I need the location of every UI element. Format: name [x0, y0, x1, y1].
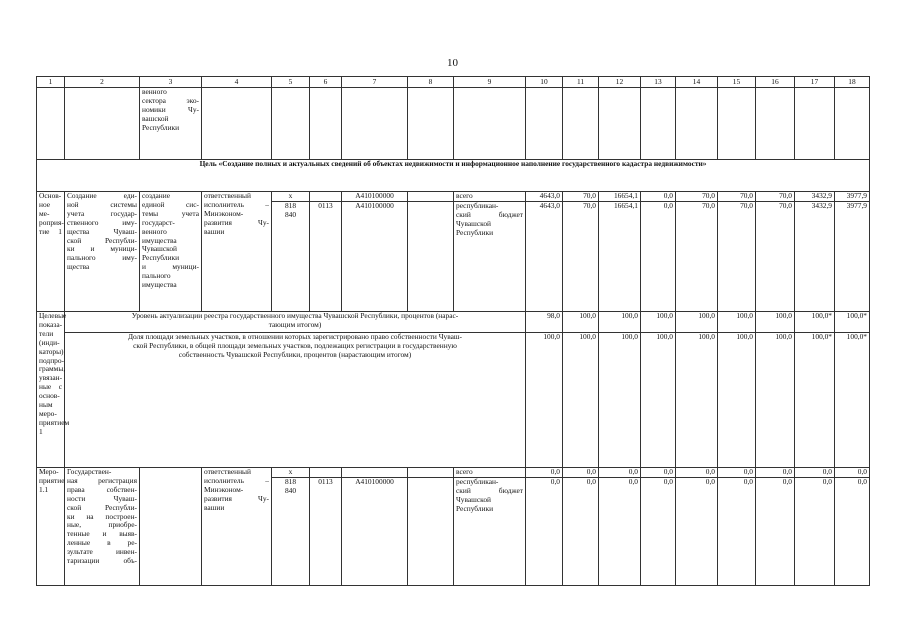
indicator-value: 100,0*: [835, 312, 870, 333]
main-event-grbs-x: х: [272, 192, 310, 202]
indicator-value: 100,0: [563, 312, 599, 333]
text-line: создание: [142, 191, 170, 200]
text-line: ский бюджет: [456, 485, 523, 495]
text-line: меро-: [39, 408, 57, 418]
column-number-2: 2: [65, 77, 140, 88]
text-line: венного: [142, 87, 167, 96]
text-line: увязан-: [39, 373, 63, 383]
text-line: республикан-: [456, 201, 499, 210]
event-1-1-source-total: всего: [454, 468, 526, 478]
main-event-csr-2: А410100000: [342, 202, 408, 312]
value-cell: 0,0: [526, 478, 563, 586]
text-line: ответственный: [204, 467, 251, 476]
column-number-17: 17: [795, 77, 835, 88]
value-cell: 70,0: [563, 192, 599, 202]
text-line: Минэконом-: [204, 208, 244, 218]
text-line: исполнитель –: [204, 475, 269, 485]
column-number-13: 13: [641, 77, 676, 88]
value-cell: 0,0: [641, 202, 676, 312]
indicator-value: 100,0: [756, 312, 795, 333]
indicator-value: 100,0: [599, 333, 641, 468]
value-cell: 70,0: [718, 202, 756, 312]
column-number-11: 11: [563, 77, 599, 88]
value-cell: 4643,0: [526, 202, 563, 312]
text-line: Республики: [142, 122, 180, 132]
event-1-1-grbs-x: х: [272, 468, 310, 478]
indicator-1-text: [65, 312, 526, 333]
text-line: ской Республи-: [67, 502, 137, 512]
text-line: имущества: [142, 235, 177, 245]
column-number-1: 1: [37, 77, 65, 88]
text-line: ской Республики, в общей площади земельных участков, подлежащих регистрации в государственную: [133, 340, 457, 350]
text-line: собственность Чувашской Республики, процентов (нарастающим итогом): [178, 349, 412, 359]
value-cell: 0,0: [795, 468, 835, 478]
column-number-10: 10: [526, 77, 563, 88]
main-event-source-total: всего: [454, 192, 526, 202]
value-cell: 16654,1: [599, 202, 641, 312]
text-line: тели: [39, 328, 54, 338]
text-line: Минэконом-: [204, 484, 244, 494]
event-1-1-rz-code: 0113: [310, 478, 342, 586]
value-cell: 4643,0: [526, 192, 563, 202]
text-line: основ-: [39, 391, 60, 401]
text-line: ответственный: [204, 191, 251, 200]
text-line: Создание еди-: [67, 191, 137, 200]
text-line: Уровень актуализации реестра государственного имущества Чувашской Республики, процентов (нарас-: [131, 311, 459, 320]
value-cell: 0,0: [676, 468, 718, 478]
value-cell: 0,0: [835, 478, 870, 586]
value-cell: 3977,9: [835, 192, 870, 202]
indicator-value: 100,0*: [835, 333, 870, 468]
goal-row: [37, 160, 870, 192]
page-number: 10: [447, 57, 458, 69]
text-line: Доля площади земельных участков, в отношении которых зарегистрировано право собственности Чуваш-: [127, 332, 463, 341]
value-cell: 3977,9: [835, 202, 870, 312]
main-event-executor: [202, 192, 272, 312]
text-line: щества Чуваш-: [67, 226, 137, 236]
text-line: тенные и выяв-: [67, 529, 137, 539]
event-1-1-source-republic: [454, 478, 526, 586]
continuation-col3: [140, 88, 202, 160]
text-line: ная регистрация: [67, 475, 137, 485]
indicator-value: 100,0: [718, 312, 756, 333]
text-line: и муници-: [142, 262, 199, 272]
value-cell: 0,0: [756, 478, 795, 586]
text-line: сектора эко-: [142, 95, 199, 105]
indicator-value: 100,0: [641, 333, 676, 468]
text-line: Меро-: [39, 467, 59, 476]
indicator-value: 100,0: [599, 312, 641, 333]
text-line: венного: [142, 226, 167, 236]
text-line: Республики: [142, 253, 180, 263]
column-number-5: 5: [272, 77, 310, 88]
column-number-12: 12: [599, 77, 641, 88]
value-cell: 0,0: [795, 478, 835, 586]
text-line: имущества: [142, 280, 177, 290]
text-line: приятием 1: [39, 417, 70, 436]
text-line: республикан-: [456, 477, 499, 486]
value-cell: 0,0: [641, 192, 676, 202]
indicator-value: 100,0: [756, 333, 795, 468]
main-event-task: [140, 192, 202, 312]
text-line: исполнитель –: [204, 199, 269, 209]
indicator-value: 100,0: [718, 333, 756, 468]
event-1-1-executor: [202, 468, 272, 586]
value-cell: 0,0: [718, 468, 756, 478]
value-cell: 70,0: [756, 192, 795, 202]
main-event-rz: [310, 192, 342, 202]
value-cell: 0,0: [718, 478, 756, 586]
continuation-row: [37, 88, 870, 160]
column-number-15: 15: [718, 77, 756, 88]
main-event-grbs: 818 840: [272, 202, 310, 312]
text-line: ки и муници-: [67, 244, 137, 254]
text-line: учета государ-: [67, 208, 137, 218]
column-number-3: 3: [140, 77, 202, 88]
column-number-6: 6: [310, 77, 342, 88]
value-cell: 70,0: [676, 192, 718, 202]
value-cell: 0,0: [756, 468, 795, 478]
text-line: Государствен-: [67, 467, 112, 476]
indicators-label: [37, 311, 70, 468]
text-line: (инди-: [39, 337, 60, 347]
text-line: развития Чу-: [204, 217, 269, 227]
goal-text: Цель «Создание полных и актуальных сведений об объектах недвижимости и информационное наполнение государственного кадастра недвижимости»: [37, 160, 870, 192]
value-cell: 0,0: [526, 468, 563, 478]
column-number-8: 8: [408, 77, 454, 88]
text-line: ственного иму-: [67, 217, 137, 227]
text-line: ки на построен-: [67, 511, 137, 521]
text-line: вашской: [142, 113, 169, 123]
indicator-value: 100,0*: [795, 312, 835, 333]
text-line: таризации объ-: [67, 556, 137, 566]
text-line: права собствен-: [67, 484, 137, 494]
main-event-name: [65, 192, 140, 312]
text-line: пального: [142, 271, 171, 281]
text-line: темы учета: [142, 208, 199, 218]
value-cell: 0,0: [599, 468, 641, 478]
column-number-4: 4: [202, 77, 272, 88]
text-line: развития Чу-: [204, 493, 269, 503]
event-1-1-csr: А410100000: [342, 478, 408, 586]
text-line: граммы,: [39, 364, 66, 374]
text-line: подпро-: [39, 355, 65, 365]
indicator-2-text: [65, 333, 526, 468]
text-line: щества: [67, 262, 90, 272]
value-cell: 0,0: [835, 468, 870, 478]
text-line: показа-: [39, 319, 63, 329]
text-line: тие 1: [39, 226, 62, 236]
value-cell: 0,0: [563, 468, 599, 478]
text-line: роприя-: [39, 217, 64, 227]
value-cell: 70,0: [718, 192, 756, 202]
text-line: ной системы: [67, 199, 137, 209]
text-line: Целевые: [39, 311, 67, 320]
text-line: зультате инвен-: [67, 547, 137, 557]
main-event-rz-code: 0113: [310, 202, 342, 312]
value-cell: 70,0: [676, 202, 718, 312]
main-event-label: [37, 192, 65, 312]
text-line: Чувашской: [456, 218, 492, 228]
text-line: вашии: [204, 226, 225, 236]
text-line: каторы): [39, 346, 64, 356]
column-number-16: 16: [756, 77, 795, 88]
value-cell: 0,0: [641, 478, 676, 586]
value-cell: 0,0: [599, 478, 641, 586]
indicator-value: 100,0: [676, 333, 718, 468]
text-line: ные с: [39, 382, 62, 392]
indicator-row-2: [37, 333, 870, 468]
event-1-1-total-row: [37, 468, 870, 478]
text-line: единой сис-: [142, 199, 199, 209]
main-event-source-republic: [454, 202, 526, 312]
indicator-value: 100,0: [526, 333, 563, 468]
column-number-row: [37, 77, 870, 88]
indicator-value: 100,0: [563, 333, 599, 468]
main-event-csr-1: А410100000: [342, 192, 408, 202]
text-line: пального иму-: [67, 253, 137, 263]
text-line: ным: [39, 400, 53, 410]
text-line: Республики: [456, 503, 494, 513]
value-cell: 70,0: [756, 202, 795, 312]
indicator-row-1: [37, 312, 870, 333]
program-table: [36, 76, 870, 586]
text-line: Республики: [456, 227, 494, 237]
text-line: государст-: [142, 217, 175, 227]
value-cell: 0,0: [676, 478, 718, 586]
text-line: ленные в ре-: [67, 538, 137, 548]
event-1-1-label: [37, 468, 65, 586]
indicator-value: 100,0: [676, 312, 718, 333]
value-cell: 0,0: [563, 478, 599, 586]
event-1-1-name: [65, 468, 140, 586]
text-line: номики Чу-: [142, 104, 199, 114]
value-cell: 3432,9: [795, 192, 835, 202]
text-line: ской Республи-: [67, 235, 137, 245]
value-cell: 70,0: [563, 202, 599, 312]
column-number-7: 7: [342, 77, 408, 88]
text-line: ное ме-: [39, 199, 51, 218]
indicator-value: 100,0: [641, 312, 676, 333]
text-line: Чувашской: [142, 244, 178, 254]
value-cell: 3432,9: [795, 202, 835, 312]
main-event-total-row: [37, 192, 870, 202]
text-line: 1.1: [39, 484, 49, 494]
column-number-14: 14: [676, 77, 718, 88]
text-line: вашии: [204, 502, 225, 512]
text-line: Основ-: [39, 191, 62, 200]
indicator-value: 100,0*: [795, 333, 835, 468]
event-1-1-grbs: 818 840: [272, 478, 310, 586]
value-cell: 16654,1: [599, 192, 641, 202]
value-cell: 0,0: [641, 468, 676, 478]
text-line: тающим итогом): [268, 319, 322, 329]
indicator-value: 98,0: [526, 312, 563, 333]
text-line: ности Чуваш-: [67, 493, 137, 503]
text-line: Чувашской: [456, 494, 492, 504]
text-line: ский бюджет: [456, 209, 523, 219]
text-line: ные, приобре-: [67, 520, 137, 530]
column-number-18: 18: [835, 77, 870, 88]
text-line: приятие: [39, 475, 65, 485]
column-number-9: 9: [454, 77, 526, 88]
